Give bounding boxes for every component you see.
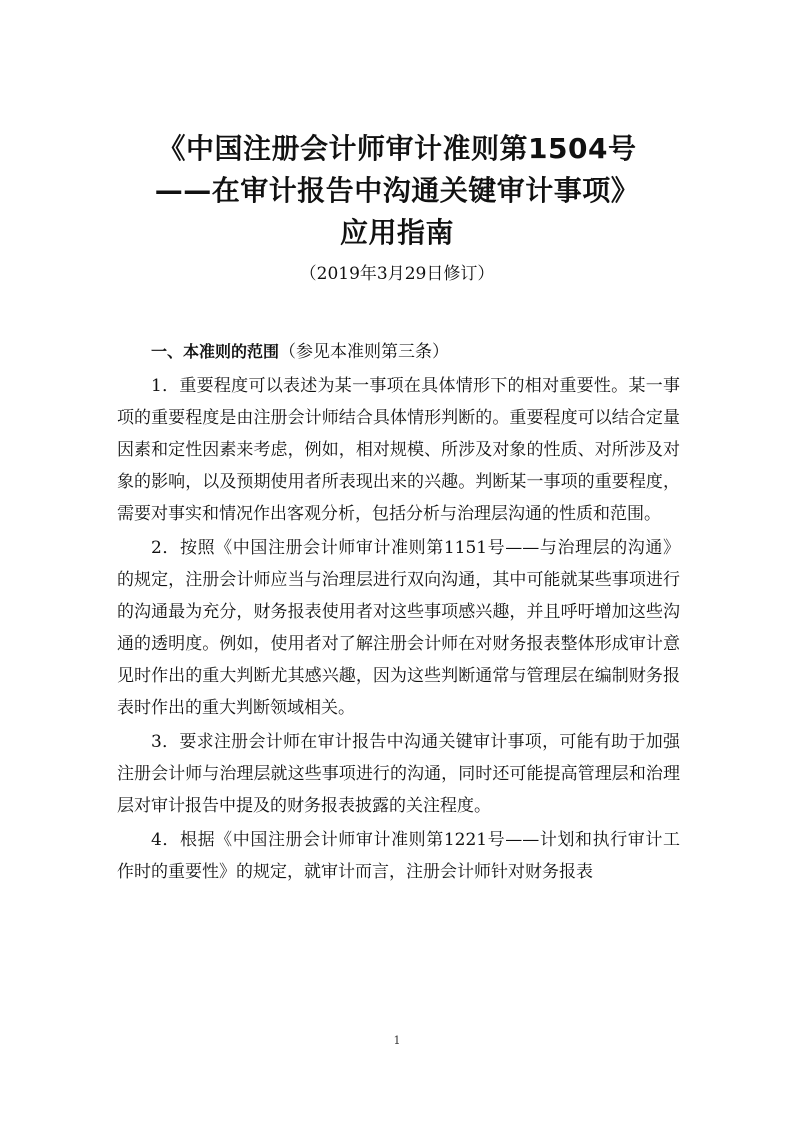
paragraph-4: 4．根据《中国注册会计师审计准则第1221号——计划和执行审计工作时的重要性》的规定，就审计而言，注册会计师针对财务报表 [117,830,680,882]
document-body [117,336,680,888]
paragraph-2: 2．按照《中国注册会计师审计准则第1151号——与治理层的沟通》的规定，注册会计师应当与治理层进行双向沟通，其中可能就某些事项进行的沟通最为充分，财务报表使用者对这些事项感兴趣，并且呼吁增加这些沟通的透明度。例如，使用者对了解注册会计师在对财务报表整体形成审计意见时作出的重大判断尤其感兴趣，因为这些判断通常与管理层在编制财务报表时作出的重大判断领域相关。 [117,538,680,718]
document-title [0,128,794,254]
paragraph-3: 3．要求注册会计师在审计报告中沟通关键审计事项，可能有助于加强注册会计师与治理层就这些事项进行的沟通，同时还可能提高管理层和治理层对审计报告中提及的财务报表披露的关注程度。 [117,732,680,816]
title-line-3: 应用指南 [339,216,454,249]
paragraph-1: 1．重要程度可以表述为某一事项在具体情形下的相对重要性。某一事项的重要程度是由注册会计师结合具体情形判断的。重要程度可以结合定量因素和定性因素来考虑，例如，相对规模、所涉及对象的性质、对所涉及对象的影响，以及预期使用者所表现出来的兴趣。判断某一事项的重要程度，需要对事实和情况作出客观分析，包括分析与治理层沟通的性质和范围。 [117,376,680,524]
section-heading-title: 一、本准则的范围 [151,342,280,361]
title-line-1: 《中国注册会计师审计准则第1504号 [157,132,637,165]
page-number: 1 [393,1034,401,1047]
revision-date: （2019年3月29日修订） [299,264,495,284]
section-heading [117,336,680,368]
section-heading-note: （参见本准则第三条） [279,342,450,362]
title-line-2: ——在审计报告中沟通关键审计事项》 [154,174,640,207]
